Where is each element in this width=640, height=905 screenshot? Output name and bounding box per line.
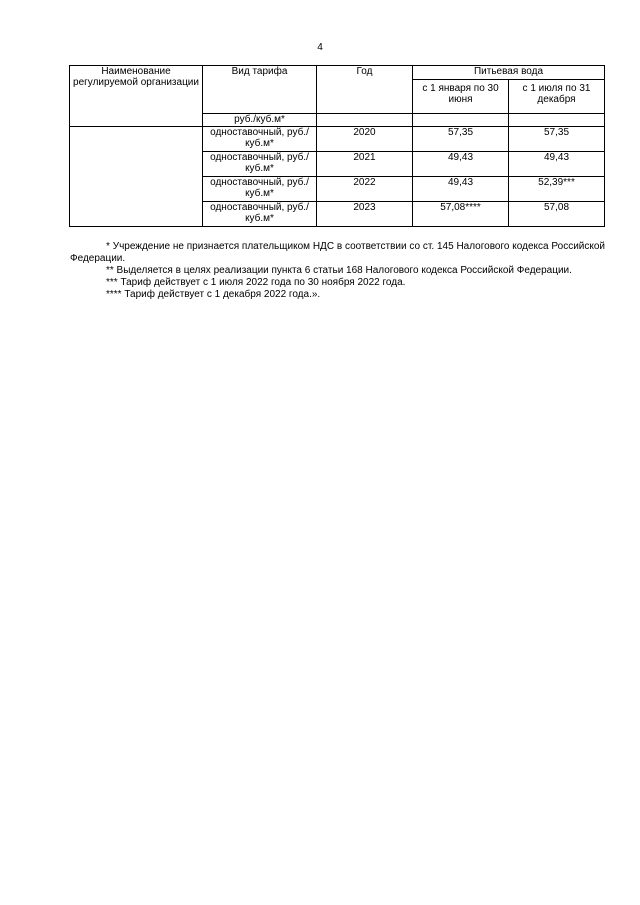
- tariff-type-cell: одноставочный, руб./куб.м*: [203, 202, 317, 227]
- header-year: Год: [317, 66, 413, 114]
- period-1-cell: 49,43: [413, 177, 509, 202]
- header-period-1: с 1 января по 30 июня: [413, 80, 509, 114]
- period-2-cell: 57,08: [509, 202, 605, 227]
- header-row: [70, 66, 605, 80]
- header-period-2: с 1 июля по 31 декабря: [509, 80, 605, 114]
- period-2-cell: 52,39***: [509, 177, 605, 202]
- footnote-1: * Учреждение не признается плательщиком НДС в соответствии со ст. 145 Налогового кодекса Российской Федерации.: [70, 241, 605, 264]
- tariff-type-cell: одноставочный, руб./куб.м*: [203, 177, 317, 202]
- header-tariff-type: Вид тарифа: [203, 66, 317, 114]
- tariff-type-cell: одноставочный, руб./куб.м*: [203, 152, 317, 177]
- org-name-cell: [70, 127, 203, 227]
- period-2-cell: 49,43: [509, 152, 605, 177]
- footnotes: [70, 241, 605, 301]
- unit-period-1: [413, 114, 509, 127]
- unit-year: [317, 114, 413, 127]
- header-water: Питьевая вода: [413, 66, 605, 80]
- year-cell: 2020: [317, 127, 413, 152]
- tariff-type-cell: одноставочный, руб./куб.м*: [203, 127, 317, 152]
- period-1-cell: 49,43: [413, 152, 509, 177]
- footnote-2: ** Выделяется в целях реализации пункта 6 статьи 168 Налогового кодекса Российской Федерации.: [106, 265, 572, 276]
- header-org-name: Наименование регулируемой организации: [70, 66, 203, 127]
- period-1-cell: 57,08****: [413, 202, 509, 227]
- unit-period-2: [509, 114, 605, 127]
- period-2-cell: 57,35: [509, 127, 605, 152]
- unit-tariff-type: руб./куб.м*: [203, 114, 317, 127]
- year-cell: 2023: [317, 202, 413, 227]
- footnote-3: *** Тариф действует с 1 июля 2022 года по 30 ноября 2022 года.: [106, 277, 406, 288]
- year-cell: 2022: [317, 177, 413, 202]
- period-1-cell: 57,35: [413, 127, 509, 152]
- table-row: [70, 127, 605, 152]
- tariff-table: [69, 65, 605, 227]
- page-number: 4: [317, 42, 323, 53]
- year-cell: 2021: [317, 152, 413, 177]
- footnote-4: **** Тариф действует с 1 декабря 2022 года.».: [106, 289, 321, 300]
